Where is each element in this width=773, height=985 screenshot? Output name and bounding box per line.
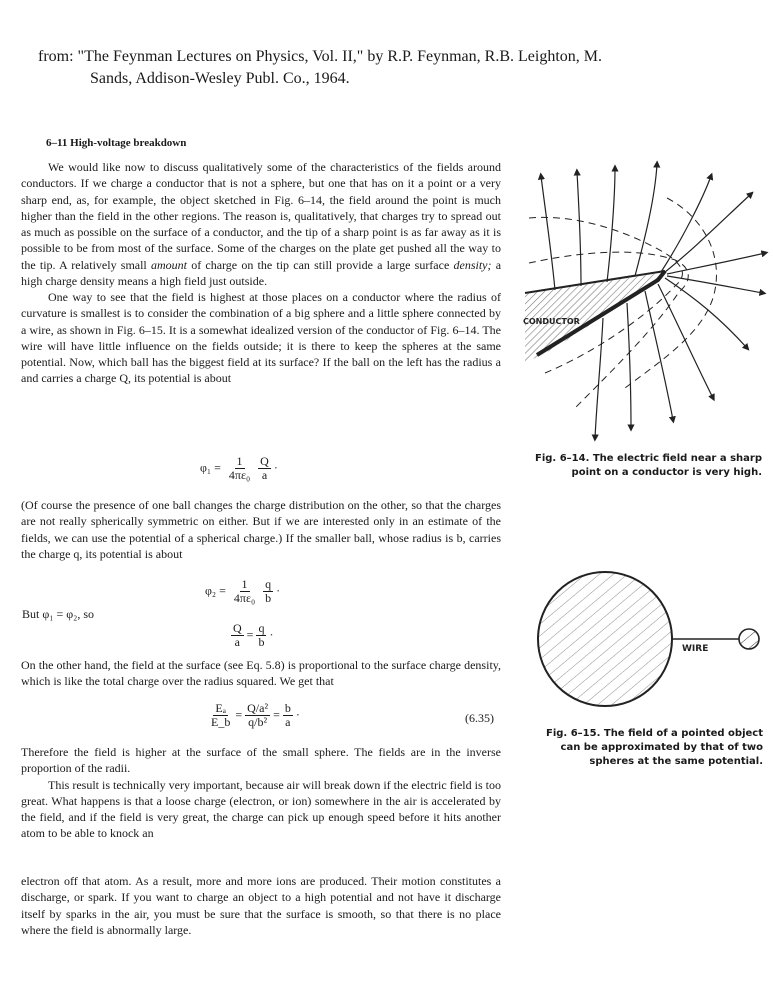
section-heading: 6–11 High-voltage breakdown xyxy=(46,137,187,149)
figure-6-15-caption: Fig. 6–15. The field of a pointed object can be approximated by that of two spheres at the same potential. xyxy=(546,728,763,767)
source-line-1: from: "The Feynman Lectures on Physics, Vol. II," by R.P. Feynman, R.B. Leighton, M. xyxy=(38,48,602,65)
source-citation xyxy=(38,46,678,90)
equation-phi2: φ₂ = $\frac{1}{\text{4πε₀}}$ $\frac{q}{b}$ · xyxy=(205,577,281,605)
paragraph-5: Therefore the field is higher at the surface of the small sphere. The fields are in the inverse proportion of the radii. xyxy=(21,745,501,776)
paragraph-4: On the other hand, the field at the surface (see Eq. 5.8) is proportional to the surface charge density, which is like the total charge over the radius squared. We get that xyxy=(21,658,501,689)
body-text-continued xyxy=(21,873,501,938)
body-text-top xyxy=(21,159,501,387)
conductor-label: CONDUCTOR xyxy=(523,317,580,326)
figure-6-15 xyxy=(520,570,770,720)
equation-phi1: φ₁ = $\frac{1}{\text{4πε₀}}$ $\frac{Q}{a}$ · xyxy=(200,454,278,482)
but-phi-equal-text: But φ₁ = φ₂, so xyxy=(22,607,94,621)
paragraph-6: This result is technically very important, because air will break down if the electric field is too great. What happens is that a loose charge (electron, or ion) somewhere in the air is accelerated by the field, and if the field is very great, the charge can pick up enough speed before it hits another atom to be able to knock an xyxy=(21,777,501,841)
body-text-bottom xyxy=(21,744,501,842)
figure-6-14-caption: Fig. 6–14. The electric field near a sharp point on a conductor is very high. xyxy=(535,453,762,478)
figure-6-14 xyxy=(515,158,773,448)
paragraph-7: electron off that atom. As a result, more and more ions are produced. Their motion constitutes a discharge, or spark. If you want to charge an object to a high potential and not have it discharge itself by sparks in the air, you must be sure that the surface is smooth, so that there is no place where the field is abnormally large. xyxy=(21,874,501,937)
body-text-middle xyxy=(21,497,501,562)
paragraph-3: (Of course the presence of one ball changes the charge distribution on the other, so that the charges are not really spherically symmetric on either. But if we are interested only in an estimate of the fields, we can use the potential of a spherical charge.) If the smaller ball, whose radius is b, carries the charge q, its potential is about xyxy=(21,498,501,561)
paragraph-2: One way to see that the field is highest at those places on a conductor where the radius of curvature is smallest is to consider the combination of a big sphere and a little sphere connected by a wire, as shown in Fig. 6–15. It is a somewhat idealized version of the conductor of Fig. 6–14. The wire will have little influence on the fields outside; it is there to keep the spheres at the same potential. Now, which ball has the biggest field at its surface? If the ball on the left has the radius a and carries a charge Q, its potential is about xyxy=(21,290,501,386)
body-text-field xyxy=(21,657,501,690)
wire-label: WIRE xyxy=(682,644,709,654)
equation-ratio: $\frac{Q}{a}$ = $\frac{q}{b}$ · xyxy=(233,621,274,649)
equation-6-35: $\frac{\text{Eₐ}}{E\_b}$ = $\frac{\text{Q/a²}}{\text{q/b²}}$ = $\frac{b}{a}$ · xyxy=(211,701,300,729)
paragraph-1: We would like now to discuss qualitatively some of the characteristics of the fields around conductors. If we charge a conductor that is not a sphere, but one that has on it a point or a very sharp end, as, for example, the object sketched in Fig. 6–14, the field around the point is much higher than the field in the other regions. The reason is, qualitatively, that charges try to spread out as much as possible on the surface of a conductor, and the tip of a sharp point is as far away as it is possible to be from most of the surface. Some of the charges on the plate get pushed all the way to the tip. A relatively small amount of charge on the tip can still provide a large surface density; a high charge density means a high field just outside. xyxy=(21,160,502,288)
equation-number: (6.35) xyxy=(465,711,494,725)
source-line-2: Sands, Addison-Wesley Publ. Co., 1964. xyxy=(90,70,350,87)
